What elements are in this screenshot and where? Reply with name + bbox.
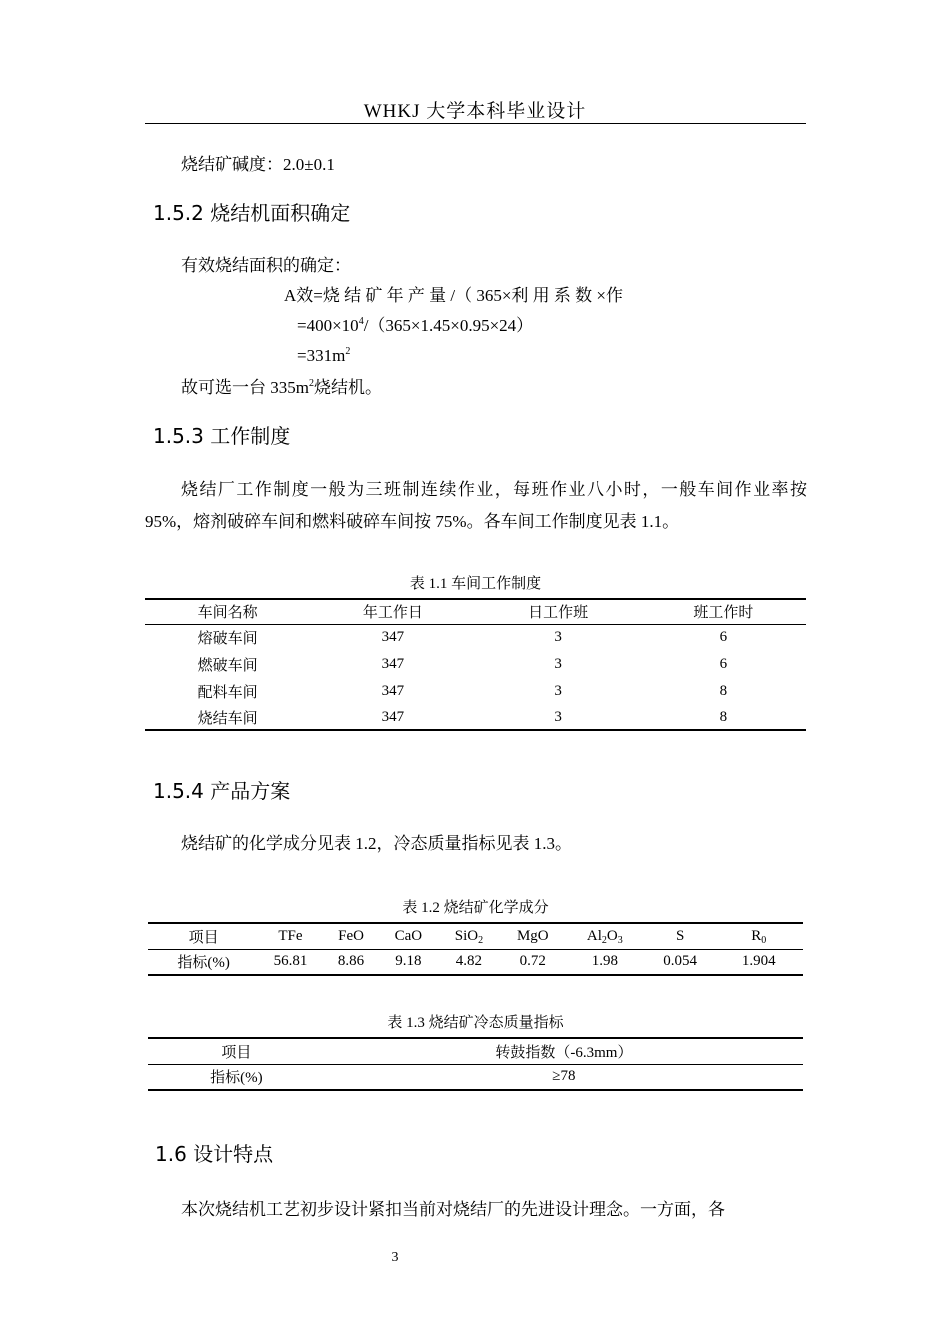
work-system-paragraph: 烧结厂工作制度一般为三班制连续作业，每班作业八小时，一般车间作业率按 95%，熔剂破碎车间和燃料破碎车间按 75%。各车间工作制度见表 1.1。: [145, 480, 807, 531]
heading-1-5-2: 1.5.2 烧结机面积确定: [153, 201, 351, 225]
table-cell: 0.054: [663, 953, 698, 970]
col-header: 日工作班: [476, 599, 641, 624]
result-exponent: 2: [345, 346, 351, 357]
table-cell: 347: [381, 708, 405, 725]
col-header-tfe: TFe: [259, 923, 321, 949]
heading-1-5-4: 1.5.4 产品方案: [153, 779, 291, 803]
col-header-s: S: [646, 923, 715, 949]
col-header: 转鼓指数（-6.3mm）: [325, 1038, 803, 1064]
table-cell: 347: [381, 656, 405, 672]
calc-exponent: 4: [358, 316, 364, 327]
table2-caption: 表 1.2 烧结矿化学成分: [402, 900, 549, 916]
col-header-feo: FeO: [322, 923, 381, 949]
calc-rest: /（365×1.45×0.95×24）: [363, 316, 534, 335]
table-cell: 4.82: [455, 953, 483, 970]
col-header: 车间名称: [145, 599, 310, 624]
sio2-main: SiO: [454, 927, 479, 944]
heading-1-5-3: 1.5.3 工作制度: [153, 424, 291, 448]
table-cell: 8: [719, 683, 728, 699]
table-cell: ≥78: [552, 1068, 576, 1085]
table-header-row: [145, 599, 806, 624]
conclusion-exponent: 2: [308, 378, 314, 389]
heading-1-6: 1.6 设计特点: [155, 1142, 274, 1166]
col-header-item: 项目: [148, 923, 259, 949]
page-header-title: WHKJ 大学本科毕业设计: [363, 101, 587, 122]
r0-main: R: [751, 927, 762, 944]
table-cell: 3: [554, 708, 562, 725]
area-result: [297, 346, 350, 366]
calc-base: =400×10: [297, 316, 359, 335]
table-cell: 0.72: [519, 953, 546, 970]
area-formula: A效=烧 结 矿 年 产 量 /（ 365×利 用 系 数 ×作: [284, 286, 624, 305]
table-cell: 熔破车间: [197, 631, 258, 648]
chemical-composition-table: [148, 922, 803, 976]
table-cell: 1.98: [591, 953, 618, 970]
r0-sub: 0: [761, 934, 767, 946]
basicity-line: 烧结矿碱度：2.0±0.1: [181, 155, 335, 174]
table-row: [145, 678, 806, 705]
al2o3-a: Al: [586, 927, 602, 944]
table-header-row: [148, 1038, 803, 1064]
table-cell: 56.81: [273, 953, 308, 970]
al2o3-sub2: 3: [617, 934, 623, 946]
table-cell: 347: [381, 629, 405, 646]
table-row: [145, 624, 806, 651]
table-cell: 6: [719, 629, 728, 646]
table-cell: 8: [719, 708, 728, 725]
cold-quality-table: [148, 1037, 803, 1091]
col-header-mgo: MgO: [502, 923, 564, 949]
col-header: 班工作时: [641, 599, 806, 624]
col-header: 年工作日: [310, 599, 475, 624]
table-cell: 指标(%): [177, 955, 230, 972]
col-header: 项目: [148, 1038, 325, 1064]
table-cell: 3: [554, 656, 562, 672]
area-calculation: [297, 316, 533, 336]
header-rule: [145, 123, 806, 124]
area-conclusion: [181, 378, 382, 398]
product-paragraph: 烧结矿的化学成分见表 1.2，冷态质量指标见表 1.3。: [181, 834, 572, 853]
table-cell: 1.904: [741, 953, 776, 970]
area-intro: 有效烧结面积的确定：: [181, 256, 351, 275]
table-header-row: [148, 923, 803, 949]
table-cell: 347: [381, 683, 405, 699]
table-cell: 3: [554, 629, 562, 646]
design-features-paragraph: 本次烧结机工艺初步设计紧扣当前对烧结厂的先进设计理念。一方面，各: [181, 1200, 725, 1219]
table-cell: 6: [719, 656, 728, 672]
table-row: [145, 651, 806, 678]
col-header-cao: CaO: [381, 923, 437, 949]
table-row: [148, 949, 803, 975]
table-row: [145, 705, 806, 730]
conclusion-b: 烧结机。: [313, 378, 382, 397]
conclusion-a: 故可选一台 335m: [181, 378, 309, 397]
table-cell: 8.86: [337, 953, 365, 970]
table1-caption: 表 1.1 车间工作制度: [409, 576, 542, 592]
table-cell: 3: [554, 683, 562, 699]
page-number: 3: [391, 1250, 399, 1265]
table-cell: 燃破车间: [197, 658, 258, 674]
col-header-sio2: [436, 923, 502, 949]
col-header-r0: [715, 923, 803, 949]
table-cell: 指标(%): [210, 1070, 263, 1087]
table3-caption: 表 1.3 烧结矿冷态质量指标: [387, 1015, 564, 1031]
result-base: =331m: [297, 346, 346, 365]
table-cell: 9.18: [395, 953, 422, 970]
table-cell: 烧结车间: [197, 710, 258, 727]
col-header-al2o3: [564, 923, 646, 949]
al2o3-sub1: 2: [601, 934, 607, 946]
sio2-sub: 2: [478, 934, 484, 946]
workshop-schedule-table: [145, 598, 806, 731]
table-row: [148, 1064, 803, 1090]
table-cell: 配料车间: [197, 685, 258, 701]
al2o3-b: O: [606, 927, 618, 944]
